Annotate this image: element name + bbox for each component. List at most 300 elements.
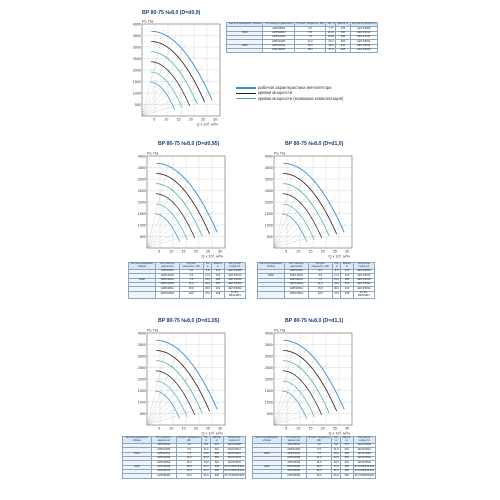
- y-tick-label: 1000: [264, 223, 273, 228]
- table-cell: АИР112М4: [155, 274, 179, 278]
- y-tick-label: 500: [266, 234, 273, 239]
- x-tick-label: 10: [169, 426, 174, 431]
- table-row: [253, 474, 376, 478]
- table-cell: 11,0: [306, 456, 331, 460]
- table-cell: 460: [341, 469, 354, 473]
- table-cell: 1ЕЛ-Р3032: [353, 287, 374, 291]
- x-tick-label: 10: [164, 117, 169, 122]
- y-tick-label: 3500: [137, 165, 146, 170]
- table-cell: 18,5: [306, 465, 331, 469]
- table-cell: АТ-КЛ-ВЗ/32ЭЛ4: [353, 291, 374, 298]
- table-cell: 18,5: [179, 291, 203, 298]
- efficiency-ray: [142, 79, 210, 116]
- table-cell: АИР180S4: [281, 469, 306, 473]
- table-cell: 37,0: [332, 291, 341, 298]
- table-cell: 352: [341, 456, 354, 460]
- efficiency-ray: [147, 198, 209, 248]
- panel-2-chart: [133, 150, 229, 258]
- table-cell: 1ЕЛ-Р3016: [353, 278, 374, 282]
- efficiency-ray: [142, 44, 186, 116]
- table-cell: 15,0: [308, 287, 332, 291]
- table-cell: АИР132М4: [263, 40, 294, 44]
- y-tick-label: 1500: [137, 388, 146, 393]
- table-cell: АИР160М4: [155, 291, 179, 298]
- table-header-cell: Масса, кг: [213, 262, 223, 269]
- fan-curve: [282, 391, 306, 419]
- efficiency-ray: [274, 345, 308, 425]
- table-cell: 410: [336, 44, 350, 48]
- y-tick-label: 1500: [264, 211, 273, 216]
- table-cell: 1ЕЛ-Р3012: [353, 448, 375, 452]
- table-cell: АИР132S4: [263, 35, 294, 39]
- table-cell: АИР132S4: [155, 278, 179, 282]
- table-cell: 352: [341, 282, 353, 286]
- table-cell: 15,6: [205, 277, 211, 281]
- table-cell: АИР160S4: [281, 461, 306, 465]
- x-tick-label: 15: [176, 117, 181, 122]
- table-cell: 7,5: [308, 278, 332, 282]
- efficiency-ray: [147, 388, 215, 425]
- efficiency-ray: [274, 211, 342, 248]
- x-tick-label: 30: [345, 426, 350, 431]
- table-header-cell: Тип электро-двигателя: [264, 22, 293, 26]
- y-tick-label: 3000: [137, 177, 146, 182]
- table-cell: 1500: [253, 452, 282, 456]
- table-cell: 4,0: [176, 444, 201, 448]
- table-cell: АИР100S4: [263, 27, 294, 31]
- table-header-cell: Потреб. мощность, кВт: [179, 263, 203, 270]
- table-cell: АТ-КЛ-ВЗ/45ЭЛ4: [224, 469, 245, 473]
- chart-svg: [133, 327, 229, 435]
- table-cell: 8,8: [202, 444, 211, 448]
- efficiency-ray: [274, 176, 318, 248]
- table-cell: 11,6: [333, 447, 339, 451]
- y-tick-label: 4000: [137, 331, 146, 336]
- y-tick-label: 2500: [264, 365, 273, 370]
- table-cell: 11,0: [308, 282, 332, 286]
- efficiency-ray: [274, 168, 308, 248]
- efficiency-ray: [147, 226, 219, 248]
- x-tick-label: 15: [308, 426, 313, 431]
- table-cell: 1ЕЛ-Р3024: [350, 40, 377, 44]
- table-cell: 1000: [123, 465, 152, 469]
- chart-svg: [260, 150, 356, 258]
- table-cell: АТ-КЛ-ВЗ/45ЭЛ4: [354, 469, 375, 473]
- table-cell: 11,6: [205, 273, 211, 277]
- table-cell: 410: [211, 461, 224, 465]
- table-cell: АИР160S4: [284, 287, 308, 291]
- table-cell: 1ЕЛ-Р3008: [223, 444, 245, 448]
- panel-1-chart: [128, 18, 224, 126]
- table-header-cell: Частота вращения, об/мин: [259, 262, 283, 269]
- table-cell: АИР132S4: [151, 452, 176, 456]
- table-cell: АИР180М4: [281, 474, 306, 478]
- table-cell: 1ЕЛ-Р3012: [350, 31, 377, 35]
- table-cell: 7,77: [326, 27, 336, 31]
- efficiency-ray: [147, 375, 209, 425]
- table-cell: 1ЕЛ-Р3016: [350, 35, 377, 39]
- chart-svg: [128, 18, 224, 126]
- table-cell: 11,6: [334, 273, 340, 277]
- table-header-cell: Регулятор скорости: [224, 263, 245, 270]
- table-cell: АТ-КЛ-ВЗ/60ЭЛ4: [224, 473, 245, 477]
- table-cell: 1ЕЛ-Р3032: [224, 287, 245, 291]
- y-axis-label: Pv, Па: [142, 19, 154, 24]
- efficiency-ray: [147, 168, 181, 248]
- y-tick-label: 3000: [137, 354, 146, 359]
- table-cell: 1ЕЛ-Р3012: [223, 448, 245, 452]
- table-cell: 1ЕЛ-Р3032: [223, 461, 245, 465]
- y-tick-label: 2000: [264, 200, 273, 205]
- efficiency-ray: [147, 345, 181, 425]
- table-cell: 275: [211, 444, 224, 448]
- efficiency-ray: [274, 226, 346, 248]
- table-cell: АИР180S4: [151, 469, 176, 473]
- table-cell: АИР132М4: [281, 456, 306, 460]
- efficiency-ray: [274, 403, 346, 425]
- table-cell: АИР160М4: [284, 291, 308, 298]
- table-header-cell: Регулятор скорости: [223, 437, 245, 444]
- table-cell: 1500: [227, 31, 263, 35]
- legend-swatch-power-option: [236, 98, 256, 99]
- table-header-cell: Ток, А: [205, 262, 210, 269]
- table-cell: 4,0: [179, 270, 203, 274]
- x-tick-label: 25: [205, 249, 210, 254]
- panel-5-title: ВР 80-75 №8,0 (D=d1,1): [285, 318, 344, 324]
- table-cell: 15,0: [176, 461, 201, 465]
- table-cell: 428: [336, 48, 350, 52]
- efficiency-ray: [147, 176, 191, 248]
- x-tick-label: 15: [181, 249, 186, 254]
- y-tick-label: 4000: [137, 154, 146, 159]
- chart-svg: [133, 150, 229, 258]
- table-header-cell: Ток, А: [332, 437, 341, 444]
- table-header-cell: Регулятор скорости: [353, 437, 375, 444]
- table-cell: 8,8: [332, 444, 341, 448]
- table-row: [227, 48, 378, 52]
- x-axis-label: Q x 10³, м³/ч: [328, 254, 350, 259]
- table-cell: 37,0: [203, 464, 209, 468]
- efficiency-ray: [147, 403, 219, 425]
- table-cell: АИР132S4: [281, 452, 306, 456]
- table-cell: [123, 474, 152, 478]
- table-header-cell: Масса, кг: [211, 437, 224, 444]
- table-cell: АИР132М4: [151, 456, 176, 460]
- table-cell: 352: [212, 282, 224, 286]
- table-header-cell: Масса, кг: [337, 22, 349, 26]
- table-cell: 310: [211, 448, 224, 452]
- x-tick-label: 20: [320, 426, 325, 431]
- fan-curve: [151, 72, 183, 108]
- legend-swatch-working: [236, 87, 256, 88]
- table-cell: 1ЕЛ-Р3024: [353, 456, 375, 460]
- efficiency-ray: [147, 211, 215, 248]
- fan-curve: [155, 214, 179, 242]
- x-tick-label: 5: [158, 426, 161, 431]
- legend-label-power: кривая мощности: [258, 90, 293, 96]
- table-cell: АИР160М4: [263, 48, 294, 52]
- table-cell: 1ЕЛ-Р3024: [353, 282, 374, 286]
- table-cell: 428: [341, 291, 353, 298]
- table-cell: АИР180М4: [151, 474, 176, 478]
- fan-curve: [283, 204, 315, 240]
- efficiency-ray: [274, 388, 342, 425]
- efficiency-ray: [142, 94, 214, 116]
- efficiency-ray: [142, 66, 204, 116]
- table-row: [129, 291, 246, 298]
- x-tick-label: 10: [296, 426, 301, 431]
- y-tick-label: 2500: [264, 188, 273, 193]
- table-cell: 352: [336, 40, 350, 44]
- y-tick-label: 1500: [264, 388, 273, 393]
- panel-1-title: ВР 80-75 №8,0 (D=d0,9): [142, 10, 201, 16]
- table-cell: 5,5: [306, 448, 331, 452]
- chart-svg: [260, 327, 356, 435]
- table-cell: 30,0: [333, 460, 339, 464]
- x-tick-label: 30: [213, 117, 218, 122]
- efficiency-ray: [274, 375, 336, 425]
- table-cell: 275: [336, 27, 350, 31]
- x-tick-label: 25: [332, 249, 337, 254]
- panel-2-title: ВР 80-75 №8,0 (D=d0,95): [158, 141, 220, 147]
- table-cell: 15,6: [334, 277, 340, 281]
- table-cell: [129, 291, 156, 298]
- table-cell: 11,0: [294, 40, 326, 44]
- y-tick-label: 1500: [132, 79, 141, 84]
- panel-4-chart: [133, 327, 229, 435]
- table-header-cell: Потреб. мощность, кВт: [177, 436, 201, 443]
- y-axis-label: Pv, Па: [147, 328, 159, 333]
- table-cell: 18,5: [176, 465, 201, 469]
- table-header-cell: Регулятор скорости: [351, 22, 376, 26]
- table-cell: 1ЕЛ-Р3008: [224, 270, 245, 274]
- table-header-cell: Ток, А: [202, 437, 211, 444]
- fan-curve: [283, 381, 315, 417]
- table-cell: АИР100S4: [151, 444, 176, 448]
- table-cell: 37,0: [326, 48, 336, 52]
- panel-1-table: [226, 22, 378, 53]
- table-header-cell: Тип электро-двигателя: [155, 263, 179, 270]
- y-axis-label: Pv, Па: [274, 151, 286, 156]
- y-tick-label: 4000: [132, 22, 141, 27]
- x-tick-label: 20: [193, 249, 198, 254]
- table-cell: 328: [341, 278, 353, 282]
- y-tick-label: 2500: [132, 56, 141, 61]
- table-cell: АИР160М4: [151, 465, 176, 469]
- panel-4-table: [122, 436, 246, 479]
- y-tick-label: 1000: [264, 400, 273, 405]
- table-cell: 1ЕЛ-Р3040: [350, 48, 377, 52]
- x-axis-label: Q x 10³, м³/ч: [196, 122, 218, 127]
- table-cell: 30,0: [326, 44, 336, 48]
- table-cell: 4,0: [306, 444, 331, 448]
- y-tick-label: 4000: [264, 154, 273, 159]
- table-header-cell: Ток, А: [327, 22, 335, 26]
- table-cell: 18,5: [308, 291, 332, 298]
- y-tick-label: 500: [266, 411, 273, 416]
- x-tick-label: 10: [169, 249, 174, 254]
- table-cell: АИР160S4: [263, 44, 294, 48]
- x-tick-label: 5: [285, 426, 288, 431]
- table-cell: 5,5: [176, 448, 201, 452]
- table-cell: 410: [341, 461, 354, 465]
- y-tick-label: 500: [134, 102, 141, 107]
- x-tick-label: 20: [320, 249, 325, 254]
- table-cell: 275: [212, 270, 224, 274]
- table-cell: 8,8: [332, 270, 341, 274]
- table-cell: 22,0: [326, 40, 336, 44]
- table-cell: 7,5: [179, 278, 203, 282]
- table-cell: 1000: [227, 44, 263, 48]
- table-cell: 310: [341, 274, 353, 278]
- table-cell: 7,5: [294, 35, 326, 39]
- table-cell: 22,0: [306, 469, 331, 473]
- table-cell: АИР112М4: [151, 448, 176, 452]
- table-cell: 410: [341, 287, 353, 291]
- table-header-cell: Частота вращения, об/мин: [253, 437, 282, 444]
- y-tick-label: 3500: [264, 165, 273, 170]
- table-cell: 1500: [258, 274, 285, 278]
- table-cell: АИР132М4: [284, 282, 308, 286]
- panel-3-table: [257, 262, 375, 299]
- x-tick-label: 20: [193, 426, 198, 431]
- x-tick-label: 25: [200, 117, 205, 122]
- fan-curve: [156, 204, 188, 240]
- table-cell: 328: [211, 452, 224, 456]
- table-cell: 22,0: [176, 469, 201, 473]
- table-cell: 428: [211, 465, 224, 469]
- table-header-cell: Потреб. мощность, кВт: [296, 22, 324, 26]
- table-cell: 5,5: [179, 274, 203, 278]
- y-tick-label: 3000: [264, 354, 273, 359]
- y-tick-label: 1500: [137, 211, 146, 216]
- y-tick-label: 2500: [137, 188, 146, 193]
- table-cell: 3,0: [294, 27, 326, 31]
- y-tick-label: 3500: [264, 342, 273, 347]
- table-cell: 1ЕЛ-Р3012: [224, 274, 245, 278]
- y-tick-label: 4000: [264, 331, 273, 336]
- table-row: [123, 474, 246, 478]
- table-cell: АИР100S4: [284, 270, 308, 274]
- y-tick-label: 1000: [137, 223, 146, 228]
- table-cell: АИР160М4: [281, 465, 306, 469]
- x-tick-label: 15: [308, 249, 313, 254]
- table-header-cell: Потреб. мощность, кВт: [308, 263, 332, 270]
- fan-curve: [155, 391, 179, 419]
- table-cell: 8,8: [203, 270, 212, 274]
- table-cell: 18,5: [294, 48, 326, 52]
- table-cell: 41,0: [333, 469, 339, 473]
- table-cell: 11,0: [176, 456, 201, 460]
- table-cell: 460: [211, 469, 224, 473]
- table-cell: 30,0: [334, 286, 340, 290]
- x-axis-label: Q x 10³, м³/ч: [201, 254, 223, 259]
- efficiency-ray: [142, 36, 176, 116]
- y-tick-label: 500: [139, 411, 146, 416]
- table-cell: 328: [341, 452, 354, 456]
- legend-swatch-power: [236, 93, 256, 94]
- table-cell: 15,0: [294, 44, 326, 48]
- x-tick-label: 30: [218, 426, 223, 431]
- table-cell: 37,0: [203, 291, 212, 298]
- table-cell: АТ-КЛ-ВЗ/32ЭЛ4: [354, 464, 375, 468]
- y-tick-label: 1000: [132, 91, 141, 96]
- efficiency-ray: [274, 198, 336, 248]
- table-cell: 5,5: [294, 31, 326, 35]
- panel-5-table: [252, 436, 376, 479]
- table-cell: АИР132М4: [155, 282, 179, 286]
- y-tick-label: 3000: [132, 45, 141, 50]
- table-cell: 1ЕЛ-Р3032: [350, 44, 377, 48]
- y-axis-label: Pv, Па: [274, 328, 286, 333]
- table-cell: АИР100S4: [281, 444, 306, 448]
- table-row: [258, 291, 375, 298]
- y-tick-label: 500: [139, 234, 146, 239]
- table-cell: 22,0: [205, 282, 211, 286]
- table-cell: 1ЕЛ-Р3012: [353, 274, 374, 278]
- table-cell: 5,5: [308, 274, 332, 278]
- table-cell: 1ЕЛ-Р3024: [224, 282, 245, 286]
- table-cell: 30,0: [176, 474, 201, 478]
- table-cell: 30,0: [205, 286, 211, 290]
- table-cell: 410: [212, 287, 224, 291]
- table-cell: АТ-КЛ-ВЗ/60ЭЛ4: [354, 473, 375, 477]
- x-axis-label: Q x 10³, м³/ч: [201, 431, 223, 436]
- table-cell: АИР112М4: [281, 448, 306, 452]
- table-cell: [227, 48, 263, 52]
- y-tick-label: 2500: [137, 365, 146, 370]
- table-cell: 1ЕЛ-Р3016: [223, 452, 245, 456]
- table-cell: 15,6: [333, 451, 339, 455]
- table-cell: АИР132S4: [284, 278, 308, 282]
- table-cell: [258, 291, 285, 298]
- table-header-cell: Масса, кг: [342, 262, 352, 269]
- fan-curve: [150, 82, 174, 110]
- table-header-cell: Ток, А: [334, 262, 339, 269]
- table-cell: 1500: [123, 452, 152, 456]
- x-tick-label: 10: [296, 249, 301, 254]
- table-cell: 15,60: [327, 35, 335, 39]
- table-cell: 500: [211, 474, 224, 478]
- table-cell: 11,6: [203, 447, 209, 451]
- table-cell: 7,5: [306, 452, 331, 456]
- legend-label-power-option: кривая мощности (возможна комплектация): [258, 95, 344, 101]
- table-cell: 11,20: [327, 30, 335, 34]
- table-cell: 4,0: [308, 270, 332, 274]
- table-cell: 500: [341, 474, 354, 478]
- table-cell: 41,0: [203, 469, 209, 473]
- table-header-cell: Частота вращения, об/мин: [123, 437, 152, 444]
- panel-4-title: ВР 80-75 №8,0 (D=d1,05): [158, 318, 220, 324]
- table-cell: АТ-КЛ-ВЗ/32ЭЛ4: [224, 464, 245, 468]
- table-header-cell: Потреб. мощность, кВт: [307, 436, 331, 443]
- table-header-cell: Тип электро-двигателя: [151, 437, 176, 444]
- table-cell: 7,5: [176, 452, 201, 456]
- table-cell: АИР100S4: [155, 270, 179, 274]
- panel-5-chart: [260, 327, 356, 435]
- table-cell: 1ЕЛ-Р3016: [224, 278, 245, 282]
- y-tick-label: 3000: [264, 177, 273, 182]
- x-axis-label: Q x 10³, м³/ч: [328, 431, 350, 436]
- x-tick-label: 25: [332, 426, 337, 431]
- y-tick-label: 1000: [137, 400, 146, 405]
- table-cell: 1ЕЛ-Р3008: [353, 270, 374, 274]
- panel-2-table: [128, 262, 246, 299]
- table-header-cell: Частота вращения, об/мин: [130, 262, 154, 269]
- fan-curve: [156, 381, 188, 417]
- table-cell: 310: [341, 448, 354, 452]
- table-cell: 1ЕЛ-Р3008: [353, 444, 375, 448]
